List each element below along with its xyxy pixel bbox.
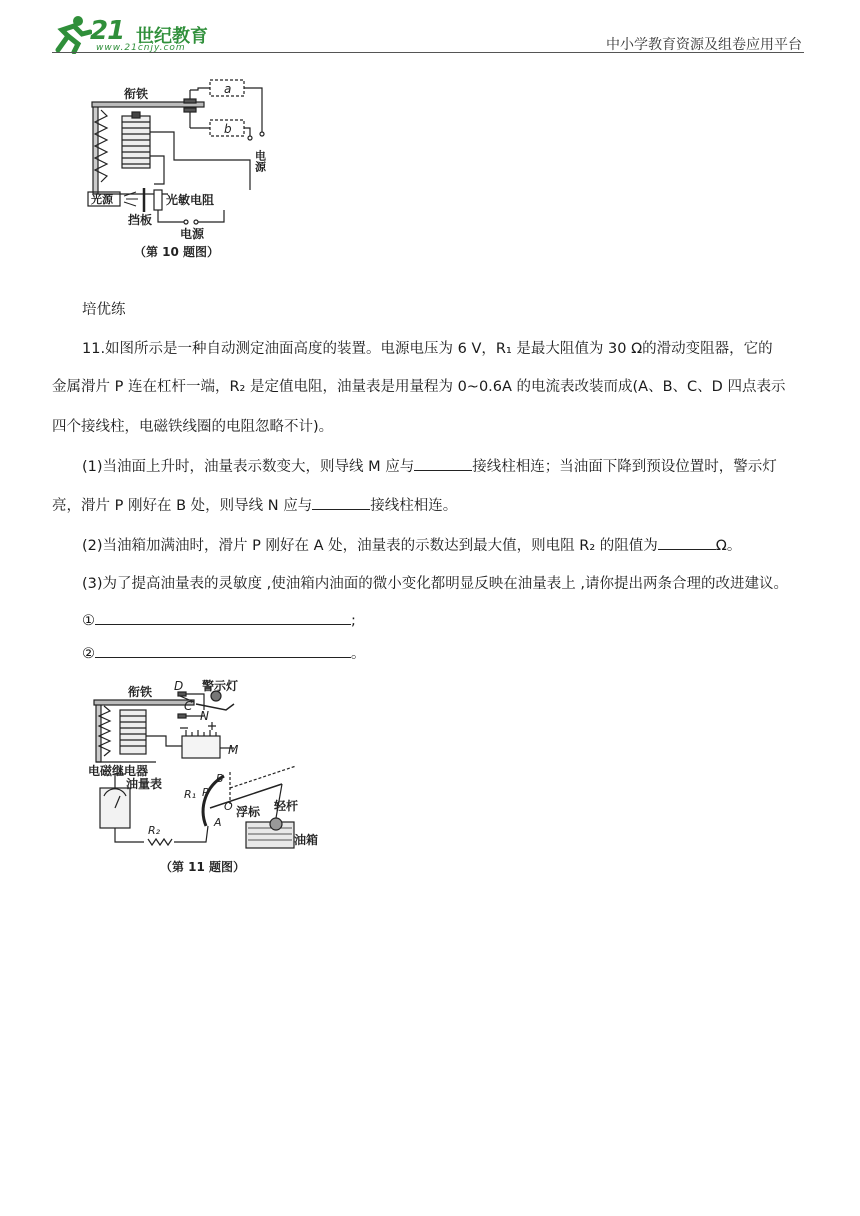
suggestion-2: [82, 643, 808, 664]
q11-part-1-text-a: (1)当油面上升时，油量表示数变大，则导线 M 应与: [82, 459, 415, 475]
suggestion-2-mark: ②: [82, 646, 95, 662]
label-light-source: 光源: [91, 193, 113, 206]
figure-10-caption: （第 10 题图）: [134, 245, 220, 259]
q11-part-1-text-d: 接线柱相连。: [370, 498, 458, 514]
label-baffle: 挡板: [128, 213, 153, 227]
label-fuel-gauge: 油量表: [126, 777, 163, 791]
battery: [182, 736, 220, 758]
suggestion-1-mark: ①: [82, 613, 95, 629]
label-m: M: [228, 743, 239, 757]
answer-blank-suggestion-2[interactable]: [95, 643, 351, 658]
q11-line-2: 金属滑片 P 连在杠杆一端，R₂ 是定值电阻，油量表是用量程为 0~0.6A 的电流表改装而成(A、B、C、D 四点表示: [52, 379, 786, 395]
q11-part-2-text-b: Ω。: [715, 538, 742, 554]
q11-part-2-text-a: (2)当油箱加满油时，滑片 P 刚好在 A 处，油量表的示数达到最大值，则电阻 R₂ 的阻值为: [82, 538, 658, 554]
section-heading: 培优练: [82, 302, 126, 318]
label-float: 浮标: [236, 805, 261, 819]
platform-name: 中小学教育资源及组卷应用平台: [606, 37, 802, 53]
suggestion-2-end: 。: [351, 646, 366, 662]
label-n: N: [200, 709, 209, 723]
label-c: C: [184, 699, 193, 713]
header-divider: [52, 52, 804, 53]
runner-logo-icon: [52, 14, 92, 54]
q11-part-1-text-b: 接线柱相连；当油面下降到预设位置时，警示灯: [472, 459, 777, 475]
logo-text: 世纪教育: [136, 26, 208, 47]
resistor-r2: [148, 839, 172, 845]
label-lever: 轻杆: [274, 799, 299, 813]
label-a: a: [224, 82, 232, 96]
coil: [122, 116, 150, 168]
label-o: O: [224, 800, 233, 813]
q11-line-3: 四个接线柱，电磁铁线圈的电阻忽略不计)。: [52, 419, 334, 435]
float-ball: [270, 818, 282, 830]
label-p: P: [202, 786, 209, 799]
label-power-right: 电源: [253, 150, 267, 172]
answer-blank-n[interactable]: [312, 495, 370, 510]
logo-url: www.21cnjy.com: [96, 43, 186, 53]
logo-number: 21: [90, 16, 125, 46]
q11-part-1-line-1: [82, 456, 808, 477]
suggestion-1-end: ;: [351, 613, 356, 629]
q11-part-3: (3)为了提高油量表的灵敏度 ,使油箱内油面的微小变化都明显反映在油量表上 ,请你提出两条合理的改进建议。: [82, 576, 788, 592]
label-b-11: B: [216, 772, 224, 785]
page-header: [52, 12, 804, 56]
answer-blank-m[interactable]: [414, 456, 472, 471]
label-power-bottom: 电源: [180, 227, 205, 241]
label-armature: 衔铁: [124, 87, 149, 101]
label-b: b: [224, 122, 232, 136]
answer-blank-suggestion-1[interactable]: [95, 610, 351, 625]
label-r1: R₁: [184, 788, 197, 801]
figure-10-diagram: [84, 72, 284, 242]
site-logo: [52, 12, 222, 56]
figure-11-caption: （第 11 题图）: [160, 860, 246, 874]
label-photoresistor: 光敏电阻: [166, 193, 215, 207]
figure-11-diagram: [86, 676, 326, 854]
q11-part-1-text-c: 亮，滑片 P 刚好在 B 处，则导线 N 应与: [52, 498, 313, 514]
label-d: D: [174, 679, 184, 693]
q11-part-2: [82, 535, 808, 556]
q11-line-1: 11.如图所示是一种自动测定油面高度的装置。电源电压为 6 V，R₁ 是最大阻值为 30 Ω的滑动变阻器，它的: [82, 341, 773, 357]
label-tank: 油箱: [294, 833, 319, 847]
label-r2: R₂: [148, 824, 161, 837]
label-relay: 电磁继电器: [88, 764, 149, 778]
label-warning-lamp: 警示灯: [202, 679, 239, 693]
relay-armature: [94, 700, 194, 705]
answer-blank-r2[interactable]: [658, 535, 716, 550]
photoresistor-symbol: [154, 190, 162, 210]
label-armature-11: 衔铁: [128, 685, 153, 699]
q11-part-1-line-2: [52, 495, 808, 516]
label-a-11: A: [214, 816, 222, 829]
relay-post: [93, 106, 98, 194]
suggestion-1: [82, 610, 808, 631]
